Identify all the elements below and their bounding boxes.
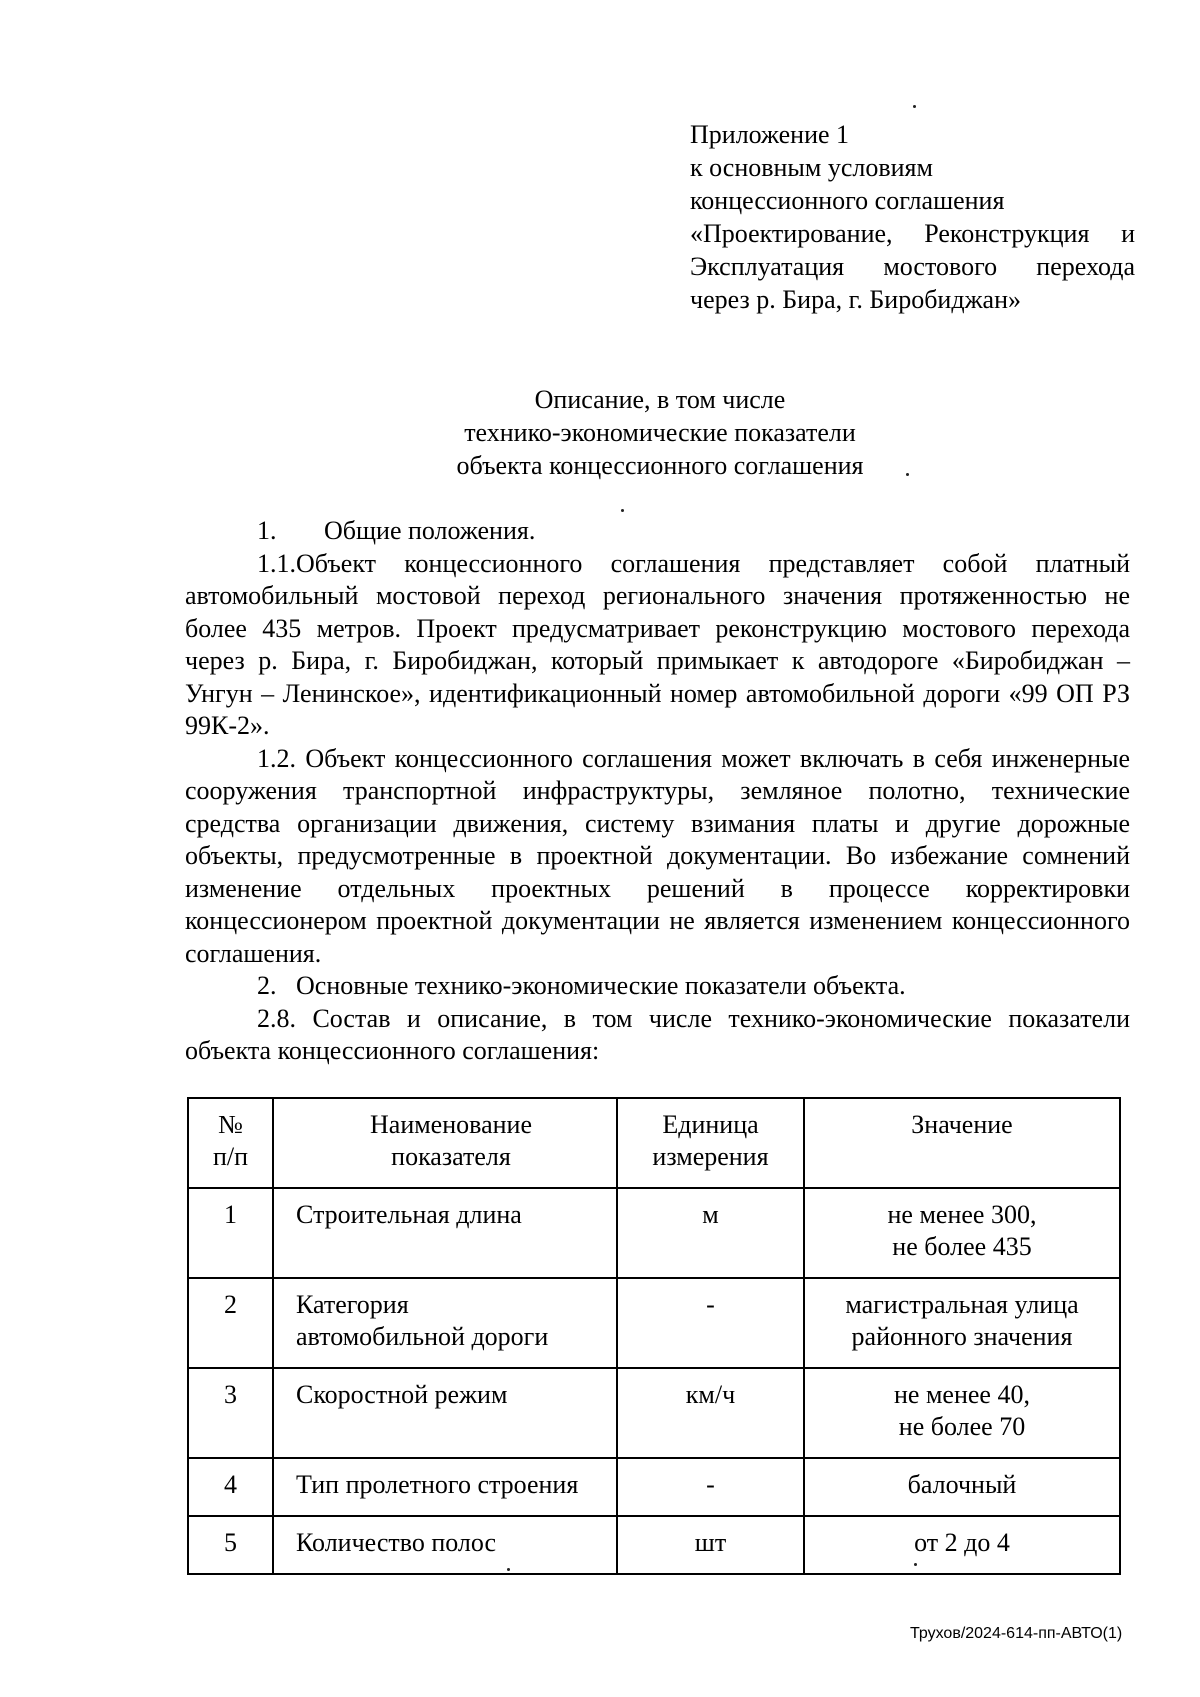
scan-speck xyxy=(507,1568,510,1571)
section-title: Общие положения. xyxy=(324,516,536,545)
header-text: Наименование xyxy=(370,1110,532,1139)
header-text: показателя xyxy=(391,1142,511,1171)
table-row xyxy=(188,1458,1120,1516)
scan-speck xyxy=(621,509,624,512)
cell-unit: км/ч xyxy=(617,1368,804,1458)
appendix-line: к основным условиям xyxy=(690,153,933,182)
cell-text: от 2 до 4 xyxy=(914,1528,1010,1557)
cell-unit: - xyxy=(617,1278,804,1368)
cell-text: Категория xyxy=(296,1290,409,1319)
cell-name xyxy=(273,1516,617,1574)
cell-text: не более 435 xyxy=(892,1232,1032,1261)
table-header-row xyxy=(188,1098,1120,1188)
cell-text: Скоростной режим xyxy=(296,1380,508,1409)
cell-name xyxy=(273,1368,617,1458)
title-line: технико-экономические показатели xyxy=(464,418,856,447)
header-name xyxy=(273,1098,617,1188)
cell-unit: шт xyxy=(617,1516,804,1574)
appendix-header xyxy=(690,118,1135,316)
appendix-line: «Проектирование, Реконструкция и xyxy=(690,219,1135,248)
document-title xyxy=(370,383,950,482)
cell-text: Тип пролетного строения xyxy=(296,1470,579,1499)
cell-num: 5 xyxy=(188,1516,273,1574)
cell-value xyxy=(804,1278,1120,1368)
cell-num: 2 xyxy=(188,1278,273,1368)
cell-text: не менее 40, xyxy=(894,1380,1030,1409)
header-text: измерения xyxy=(652,1142,769,1171)
cell-text: балочный xyxy=(907,1470,1017,1499)
cell-text: не более 70 xyxy=(898,1412,1026,1441)
cell-value xyxy=(804,1458,1120,1516)
cell-num: 3 xyxy=(188,1368,273,1458)
cell-name xyxy=(273,1458,617,1516)
document-body xyxy=(185,515,1130,1068)
cell-unit: м xyxy=(617,1188,804,1278)
header-text: Единица xyxy=(662,1110,759,1139)
table-row xyxy=(188,1368,1120,1458)
indicators-table xyxy=(187,1097,1121,1575)
cell-num: 1 xyxy=(188,1188,273,1278)
cell-text: не менее 300, xyxy=(887,1200,1037,1229)
title-line: объекта концессионного соглашения xyxy=(456,451,864,480)
table-row xyxy=(188,1188,1120,1278)
scan-speck xyxy=(914,1563,917,1566)
section-1-heading xyxy=(185,515,1130,548)
cell-text: автомобильной дороги xyxy=(296,1322,549,1351)
document-footer-code: Трухов/2024-614-пп-АВТО(1) xyxy=(910,1625,1123,1642)
appendix-line: Приложение 1 xyxy=(690,120,850,149)
table-row xyxy=(188,1278,1120,1368)
paragraph-1-1: 1.1.Объект концессионного соглашения представляет собой платный автомобильный мостовой переход регионального значения протяженностью не более 435 метров. Проект предусматривает реконструкцию мостового перехода через р. Бира, г. Биробиджан, который примыкает к автодороге «Биробиджан – Унгун – Ленинское», идентификационный номер автомобильной дороги «99 ОП РЗ 99К-2». xyxy=(185,548,1130,740)
cell-text: Количество полос xyxy=(296,1528,497,1557)
scan-speck xyxy=(913,105,916,108)
cell-num: 4 xyxy=(188,1458,273,1516)
header-text: № xyxy=(218,1110,243,1139)
cell-name xyxy=(273,1278,617,1368)
title-line: Описание, в том числе xyxy=(534,385,786,414)
cell-value xyxy=(804,1188,1120,1278)
header-text: п/п xyxy=(212,1142,249,1171)
appendix-line: концессионного соглашения xyxy=(690,186,1005,215)
cell-text: районного значения xyxy=(851,1322,1073,1351)
cell-unit: - xyxy=(617,1458,804,1516)
paragraph-2-8: 2.8. Состав и описание, в том числе технико-экономические показатели объекта концессионного соглашения: xyxy=(185,1003,1130,1065)
cell-value xyxy=(804,1516,1120,1574)
scan-speck xyxy=(906,473,909,476)
paragraph-1-2: 1.2. Объект концессионного соглашения может включать в себя инженерные сооружения транспортной инфраструктуры, земляное полотно, технические средства организации движения, систему взимания платы и другие дорожные объекты, предусмотренные в проектной документации. Во избежание сомнений изменение отдельных проектных решений в процессе корректировки концессионером проектной документации не является изменением концессионного соглашения. xyxy=(185,743,1130,968)
cell-value xyxy=(804,1368,1120,1458)
header-text: Значение xyxy=(911,1110,1013,1139)
appendix-line: через р. Бира, г. Биробиджан» xyxy=(690,285,1021,314)
cell-name xyxy=(273,1188,617,1278)
header-num xyxy=(188,1098,273,1188)
header-unit xyxy=(617,1098,804,1188)
section-2-heading: 2. Основные технико-экономические показатели объекта. xyxy=(257,971,906,1000)
table-row xyxy=(188,1516,1120,1574)
appendix-line: Эксплуатация мостового перехода xyxy=(690,252,1135,281)
cell-text: магистральная улица xyxy=(845,1290,1079,1319)
section-number: 1. xyxy=(257,516,277,545)
cell-text: Строительная длина xyxy=(296,1200,522,1229)
header-value xyxy=(804,1098,1120,1188)
